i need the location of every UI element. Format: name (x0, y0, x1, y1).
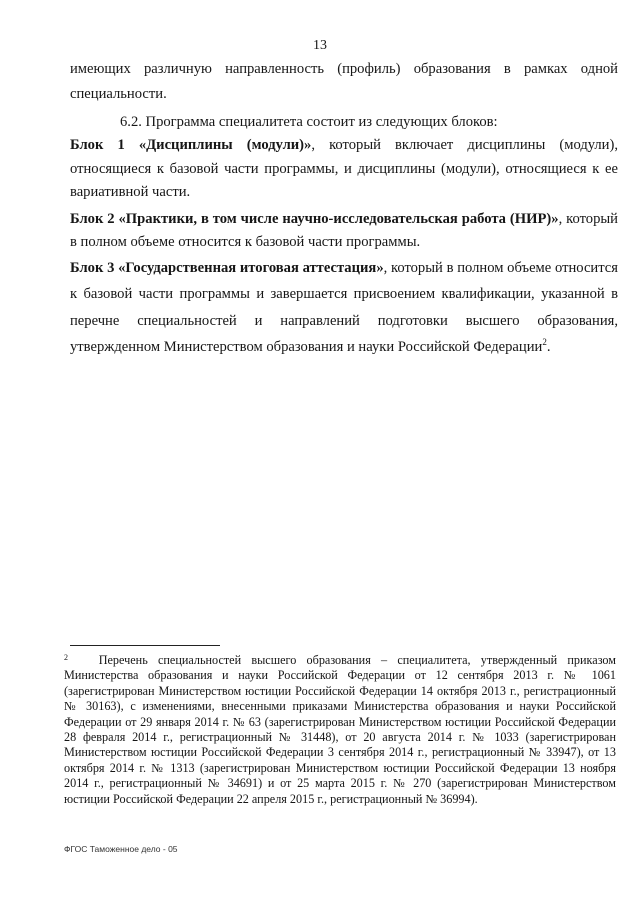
page-footer: ФГОС Таможенное дело - 05 (64, 844, 178, 854)
block-3-description: , который в полном объеме относится к базовой части программы и завершается присвоением квалификации, указанной в перечне специальностей и направлений подготовки высшего образования, утвержденном Министерством образования и науки Российской Федерации (70, 259, 618, 356)
block-3-title: Блок 3 «Государственная итоговая аттестация» (70, 259, 384, 276)
page-number: 13 (313, 38, 327, 53)
paragraph-continuation: имеющих различную направленность (профиль) образования в рамках одной специальности. (70, 61, 618, 102)
paragraph-block-1 (70, 134, 618, 205)
footnote (64, 653, 616, 807)
block-2-description: , который в полном объеме относится к базовой части программы. (70, 210, 618, 251)
paragraph-block-3 (70, 255, 618, 361)
footnote-reference: 2 (542, 337, 547, 348)
footnote-text: Перечень специальностей высшего образования – специалитета, утвержденный приказом Министерства образования и науки Российской Федерации от 12 сентября 2013 г. № 1061 (зарегистрирован Министерством юстиции Российской Федерации 14 октября 2013 г., регистрационный № 30163), с изменениями, внесенными приказами Министерства образования и науки Российской Федерации от 29 января 2014 г. № 63 (зарегистрирован Министерством юстиции Российской Федерации 28 февраля 2014 г., регистрационный № 31448), от 20 августа 2014 г. № 1033 (зарегистрирован Министерством юстиции Российской Федерации 3 сентября 2014 г., регистрационный № 33947), от 13 октября 2014 г. № 1313 (зарегистрирован Министерством юстиции Российской Федерации 13 ноября 2014 г., регистрационный № 34691) и от 25 марта 2015 г. № 270 (зарегистрирован Министерством юстиции Российской Федерации 22 апреля 2015 г., регистрационный № 36994). (64, 653, 617, 806)
footnote-separator (70, 645, 220, 646)
block-2-title: Блок 2 «Практики, в том числе научно-исследовательская работа (НИР)» (70, 210, 559, 227)
main-text (70, 57, 618, 361)
block-1-description: , который включает дисциплины (модули), относящиеся к базовой части программы, и дисциплины (модули), относящиеся к ее вариативной части. (70, 137, 619, 201)
footnote-marker: 2 (64, 653, 68, 662)
paragraph-block-2 (70, 208, 618, 255)
paragraph-program-structure: 6.2. Программа специалитета состоит из следующих блоков: (120, 113, 498, 130)
block-1-title: Блок 1 «Дисциплины (модули)» (70, 137, 312, 154)
block-3-end: . (546, 339, 551, 356)
